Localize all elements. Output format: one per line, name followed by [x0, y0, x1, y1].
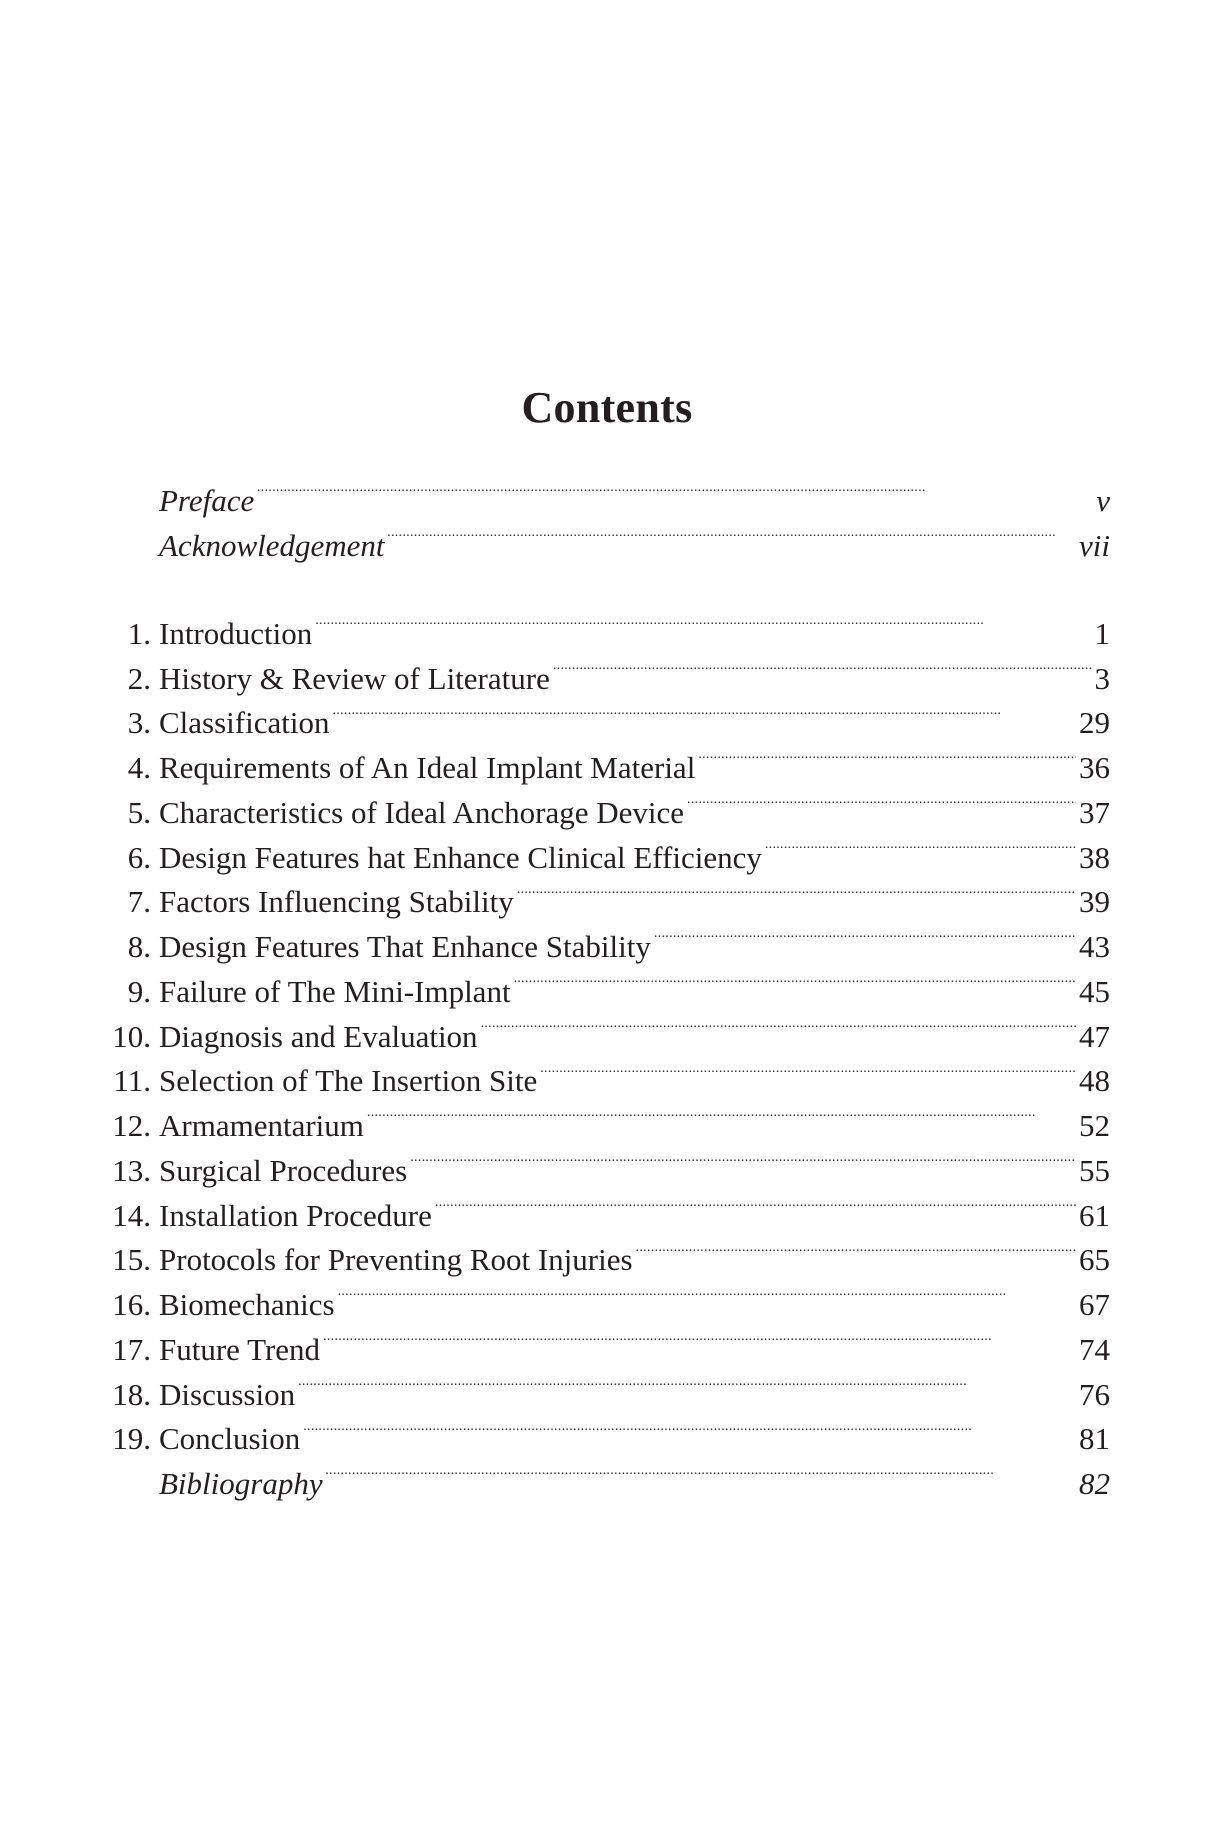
toc-entry-number: 11.	[113, 1063, 151, 1099]
toc-dot-leader	[410, 1136, 1076, 1181]
toc-dot-leader	[257, 466, 1093, 511]
toc-entry-page: vii	[1079, 527, 1110, 563]
toc-entry-number: 2.	[127, 660, 151, 696]
toc-dot-leader	[388, 511, 1076, 556]
toc-entry-number: 18.	[112, 1376, 151, 1412]
toc-entry-page: v	[1096, 482, 1110, 518]
toc-entry-number: 17.	[112, 1331, 151, 1367]
toc-entry-number: 13.	[112, 1152, 151, 1188]
toc-entry-page: 48	[1079, 1063, 1110, 1099]
toc-entry-number: 6.	[127, 839, 151, 875]
toc-entry-number: 8.	[127, 929, 151, 964]
toc-entry-page: 37	[1079, 794, 1110, 830]
toc-entry-label: Factors Influencing Stability	[159, 884, 514, 920]
toc-dot-leader	[765, 823, 1076, 868]
toc-entry-number: 1.	[127, 615, 151, 651]
toc-entry-page: 82	[1079, 1466, 1110, 1501]
toc-entry-label: Acknowledgement	[159, 527, 385, 563]
toc-entry-label: Conclusion	[159, 1421, 301, 1457]
toc-entry-page: 45	[1079, 973, 1110, 1009]
page-title: Contents	[521, 383, 693, 432]
toc-entry-preface	[95, 466, 1110, 518]
toc-entry-number: 12.	[112, 1108, 151, 1143]
toc-entry-page: 67	[1079, 1287, 1110, 1322]
toc-entry-label: Armamentarium	[159, 1108, 364, 1143]
toc-entry-page: 1	[1094, 615, 1110, 651]
toc-dot-leader	[323, 1315, 1076, 1360]
toc-entry-page: 81	[1079, 1421, 1110, 1457]
toc-dot-leader	[338, 1270, 1076, 1315]
toc-chapter-entry	[95, 599, 1110, 651]
toc-entry-page: 39	[1079, 884, 1110, 920]
toc-entry-label: Biomechanics	[159, 1287, 335, 1322]
toc-entry-label: Future Trend	[159, 1331, 321, 1367]
toc-entry-label: Bibliography	[159, 1466, 323, 1501]
toc-dot-leader	[481, 1002, 1076, 1047]
toc-dot-leader	[636, 1226, 1076, 1271]
toc-entry-label: Discussion	[159, 1376, 296, 1412]
toc-dot-leader	[315, 599, 1091, 644]
toc-dot-leader	[698, 733, 1076, 778]
toc-entry-page: 55	[1079, 1152, 1110, 1188]
toc-dot-leader	[517, 868, 1076, 913]
toc-entry-page: 43	[1079, 929, 1110, 964]
toc-entry-label: Requirements of An Ideal Implant Material	[159, 750, 696, 785]
toc-entry-label: Installation Procedure	[159, 1197, 432, 1233]
table-of-contents	[95, 466, 1110, 1501]
toc-dot-leader	[367, 1091, 1076, 1136]
toc-dot-leader	[326, 1449, 1076, 1494]
toc-entry-number: 4.	[127, 750, 151, 785]
toc-entry-number: 19.	[112, 1421, 151, 1457]
toc-entry-label: Surgical Procedures	[159, 1152, 408, 1188]
toc-entry-number: 16.	[112, 1287, 151, 1322]
toc-entry-page: 61	[1079, 1197, 1110, 1233]
toc-dot-leader	[298, 1360, 1076, 1405]
toc-entry-number: 3.	[127, 705, 151, 741]
toc-dot-leader	[687, 778, 1076, 823]
toc-entry-label: Failure of The Mini-Implant	[159, 973, 511, 1009]
toc-dot-leader	[303, 1405, 1076, 1450]
toc-entry-page: 52	[1079, 1108, 1110, 1143]
toc-dot-leader	[654, 912, 1076, 957]
toc-entry-label: Classification	[159, 705, 330, 741]
toc-entry-label: Design Features hat Enhance Clinical Efficiency	[159, 839, 762, 875]
toc-entry-label: Design Features That Enhance Stability	[159, 929, 651, 964]
toc-entry-label: Introduction	[159, 615, 313, 651]
toc-entry-number: 9.	[127, 973, 151, 1009]
toc-dot-leader	[435, 1181, 1076, 1226]
toc-entry-number: 15.	[112, 1242, 151, 1278]
toc-entry-page: 38	[1079, 839, 1110, 875]
toc-dot-leader	[553, 644, 1092, 689]
toc-entry-page: 36	[1079, 750, 1110, 785]
toc-entry-label: Diagnosis and Evaluation	[159, 1018, 478, 1054]
toc-entry-label: History & Review of Literature	[159, 660, 550, 696]
toc-entry-number: 14.	[112, 1197, 151, 1233]
toc-entry-label: Preface	[159, 482, 255, 518]
toc-entry-page: 76	[1079, 1376, 1110, 1412]
toc-dot-leader	[514, 957, 1076, 1002]
toc-entry-page: 29	[1079, 705, 1110, 741]
toc-entry-page: 47	[1079, 1018, 1110, 1054]
toc-entry-number: 5.	[127, 794, 151, 830]
toc-entry-page: 3	[1094, 660, 1110, 696]
toc-entry-number: 10.	[112, 1018, 151, 1054]
toc-entry-label: Protocols for Preventing Root Injuries	[159, 1242, 633, 1278]
toc-dot-leader	[540, 1047, 1076, 1092]
toc-entry-label: Selection of The Insertion Site	[159, 1063, 538, 1099]
toc-entry-number: 7.	[127, 884, 151, 920]
toc-entry-page: 74	[1079, 1331, 1110, 1367]
toc-dot-leader	[332, 689, 1076, 734]
toc-entry-page: 65	[1079, 1242, 1110, 1278]
toc-entry-label: Characteristics of Ideal Anchorage Device	[159, 794, 685, 830]
